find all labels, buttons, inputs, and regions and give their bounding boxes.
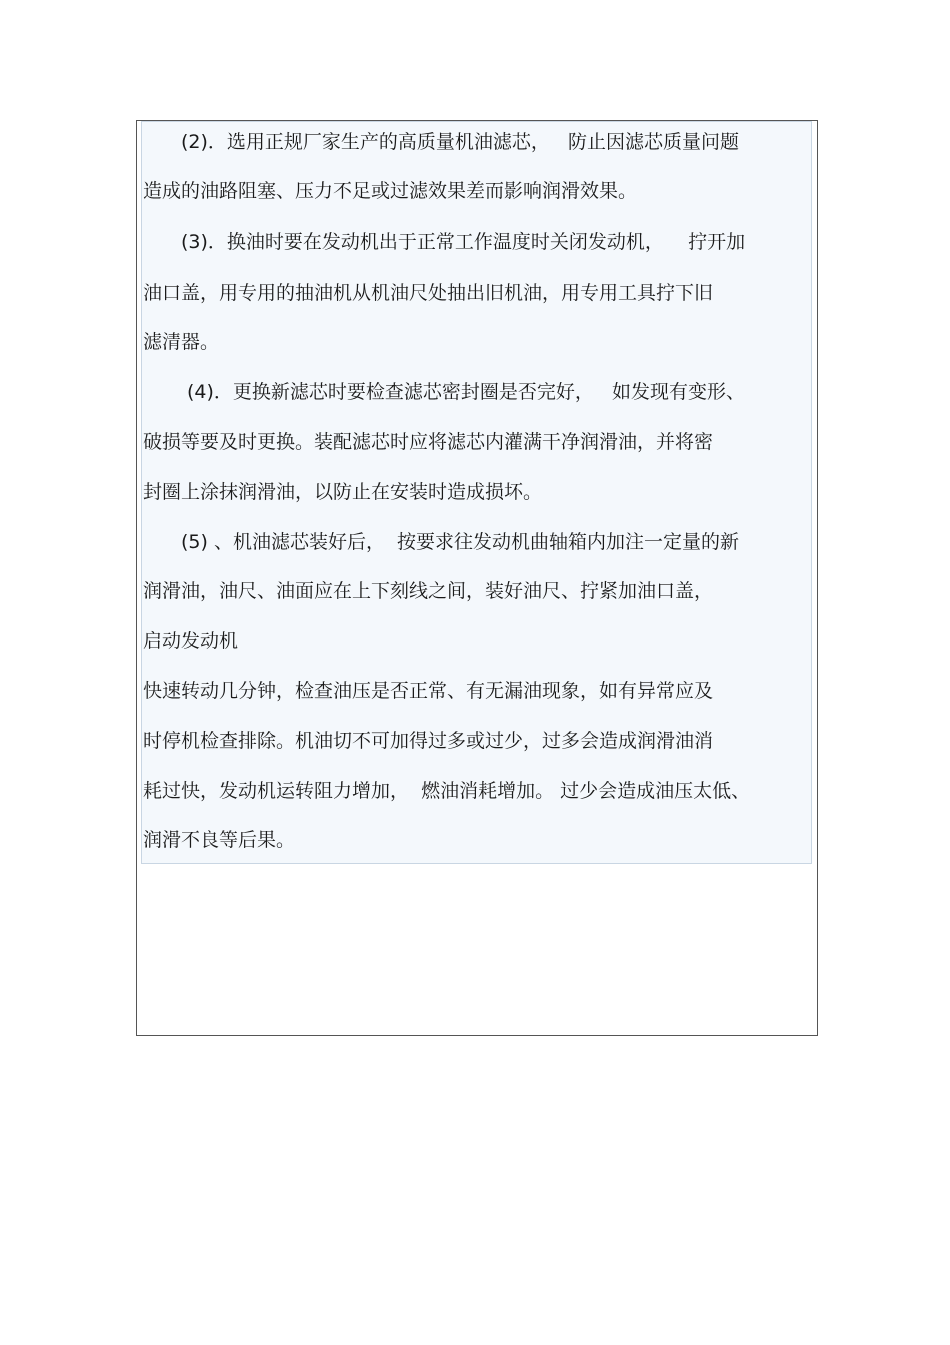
- paragraph-5-line-7: 润滑不良等后果。: [143, 829, 296, 851]
- paragraph-5-line-5: 时停机检查排除。机油切不可加得过多或过少，过多会造成润滑油消: [143, 730, 714, 752]
- paragraph-4-line-2: 破损等要及时更换。装配滤芯时应将滤芯内灌满干净润滑油，并将密: [143, 431, 714, 453]
- paragraph-3-line-2: 油口盖，用专用的抽油机从机油尺处抽出旧机油，用专用工具拧下旧: [143, 282, 714, 304]
- paragraph-3-line-1: (3)．换油时要在发动机出于正常工作温度时关闭发动机， 拧开加: [181, 231, 746, 253]
- paragraph-3-line-3: 滤清器。: [143, 331, 220, 353]
- paragraph-5-line-3: 启动发动机: [143, 630, 239, 652]
- paragraph-2-line-1: (2)．选用正规厂家生产的高质量机油滤芯， 防止因滤芯质量问题: [181, 131, 740, 153]
- paragraph-5-line-2: 润滑油，油尺、油面应在上下刻线之间，装好油尺、拧紧加油口盖，: [143, 580, 714, 602]
- paragraph-4-line-3: 封圈上涂抹润滑油，以防止在安装时造成损坏。: [143, 481, 543, 503]
- paragraph-4-line-1: (4)．更换新滤芯时要检查滤芯密封圈是否完好， 如发现有变形、: [187, 381, 746, 403]
- paragraph-5-line-4: 快速转动几分钟，检查油压是否正常、有无漏油现象，如有异常应及: [143, 680, 714, 702]
- paragraph-2-line-2: 造成的油路阻塞、压力不足或过滤效果差而影响润滑效果。: [143, 180, 638, 202]
- paragraph-5-line-6: 耗过快，发动机运转阻力增加， 燃油消耗增加。 过少会造成油压太低、: [143, 780, 751, 802]
- paragraph-5-line-1: (5) 、机油滤芯装好后， 按要求往发动机曲轴箱内加注一定量的新: [181, 531, 740, 553]
